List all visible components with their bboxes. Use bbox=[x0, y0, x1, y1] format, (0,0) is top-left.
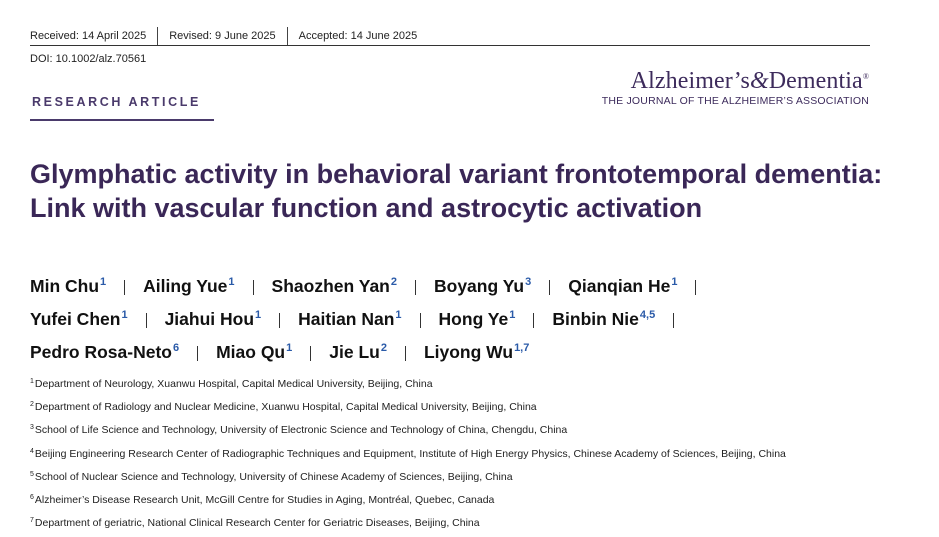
author-divider bbox=[197, 346, 198, 361]
author-divider bbox=[549, 280, 550, 295]
author[interactable]: Liyong Wu 1,7 bbox=[423, 342, 530, 362]
author-divider bbox=[124, 280, 125, 295]
author-line bbox=[30, 271, 910, 304]
author[interactable]: Miao Qu 1 bbox=[216, 342, 293, 362]
author-divider bbox=[253, 280, 254, 295]
author[interactable]: Jie Lu 2 bbox=[329, 342, 387, 362]
affiliation: $^3$School of Life Science and Technology, University of Electronic Science and Technology of China, Chengdu, China bbox=[30, 424, 568, 437]
author-divider bbox=[533, 313, 534, 328]
article-type: RESEARCH ARTICLE bbox=[32, 95, 201, 109]
article-type-rule bbox=[30, 119, 214, 121]
affiliation: $^2$Department of Radiology and Nuclear Medicine, Xuanwu Hospital, Capital Medical University, Beijing, China bbox=[30, 401, 537, 414]
author[interactable]: Qianqian He 1 bbox=[568, 276, 678, 296]
affiliation-list bbox=[30, 375, 786, 537]
author-divider bbox=[279, 313, 280, 328]
author-list bbox=[30, 271, 910, 370]
journal-subtitle: THE JOURNAL OF THE ALZHEIMER’S ASSOCIATION bbox=[601, 95, 869, 107]
paper-title: Glymphatic activity in behavioral variant frontotemporal dementia: Link with vascular function and astrocytic activation bbox=[30, 159, 883, 223]
author[interactable]: Boyang Yu 3 bbox=[434, 276, 532, 296]
author-divider bbox=[405, 346, 406, 361]
author[interactable]: Min Chu 1 bbox=[30, 276, 107, 296]
author[interactable]: Shaozhen Yan 2 bbox=[271, 276, 397, 296]
affiliation: $^5$School of Nuclear Science and Technology, University of Chinese Academy of Sciences, Beijing, China bbox=[30, 470, 513, 483]
affiliation: $^1$Department of Neurology, Xuanwu Hospital, Capital Medical University, Beijing, China bbox=[30, 378, 433, 390]
author-divider bbox=[420, 313, 421, 328]
author-divider bbox=[415, 280, 416, 295]
divider bbox=[157, 27, 158, 45]
author[interactable]: Hong Ye 1 bbox=[438, 309, 516, 329]
divider bbox=[287, 27, 288, 45]
author[interactable]: Pedro Rosa-Neto 6 bbox=[30, 342, 180, 362]
affiliation: $^6$Alzheimer’s Disease Research Unit, McGill Centre for Studies in Aging, Montréal, Quebec, Canada bbox=[30, 493, 495, 506]
doi-link[interactable]: DOI: 10.1002/alz.70561 bbox=[30, 53, 147, 65]
accepted-date: Accepted: 14 June 2025 bbox=[298, 30, 418, 42]
history-dates bbox=[30, 27, 417, 45]
affiliation: $^7$Department of geriatric, National Clinical Research Center for Geriatric Diseases, Beijing, China bbox=[30, 517, 480, 530]
author-divider bbox=[310, 346, 311, 361]
author-divider bbox=[146, 313, 147, 328]
header-rule bbox=[30, 45, 870, 46]
received-date: Received: 14 April 2025 bbox=[30, 30, 147, 42]
author[interactable]: Yufei Chen 1 bbox=[30, 309, 128, 329]
author[interactable]: Ailing Yue 1 bbox=[143, 276, 235, 296]
journal-logo bbox=[602, 64, 869, 107]
author[interactable]: Jiahui Hou 1 bbox=[164, 309, 262, 329]
author[interactable]: Binbin Nie 4,5 bbox=[552, 309, 656, 329]
author-line bbox=[30, 337, 910, 370]
revised-date: Revised: 9 June 2025 bbox=[169, 30, 276, 42]
affiliation: $^4$Beijing Engineering Research Center of Radiographic Techniques and Equipment, Institute of High Energy Physics, Chinese Academy of Sciences, Beijing, China bbox=[30, 447, 786, 460]
author-line bbox=[30, 304, 910, 337]
author-divider bbox=[673, 313, 674, 328]
journal-name: Alzheimer’s&Dementia® bbox=[630, 68, 869, 94]
author-divider bbox=[695, 280, 696, 295]
author[interactable]: Haitian Nan 1 bbox=[298, 309, 402, 329]
